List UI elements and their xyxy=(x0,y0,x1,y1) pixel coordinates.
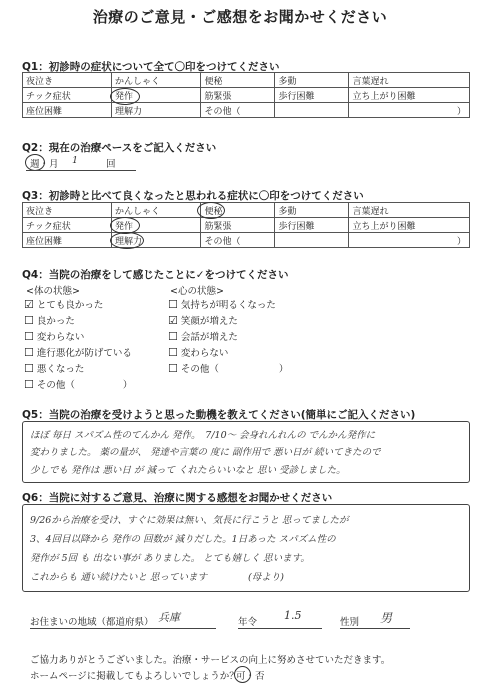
checkbox[interactable]: ☐ xyxy=(168,298,178,311)
checkbox[interactable]: ☐ xyxy=(168,346,178,359)
q3-cell[interactable]: その他（ xyxy=(201,233,275,248)
q1-cell[interactable]: かんしゃく xyxy=(112,73,201,88)
q6-answer-line: 3、4回目以降から 発作の 回数が 減りだした。1日あった スパズム性の xyxy=(30,534,336,545)
q4-mind-item[interactable]: ☐ 変わらない xyxy=(168,346,229,359)
q3-hand-circle xyxy=(110,232,144,249)
checkbox[interactable]: ☐ xyxy=(24,378,34,391)
q4-body-list xyxy=(24,297,132,393)
permission-question: ホームページに掲載してもよろしいでしょうか？ xyxy=(30,671,239,682)
q4-mind-item[interactable]: ☐ 会話が増えた xyxy=(168,330,238,343)
q1-cell[interactable]: 立ち上がり困難 xyxy=(349,88,470,103)
q3-cell[interactable]: 筋緊張 xyxy=(201,218,275,233)
q3-cell[interactable]: 座位困難 xyxy=(23,233,112,248)
gender-underline xyxy=(340,628,410,629)
q3-cell[interactable]: 立ち上がり困難 xyxy=(349,218,470,233)
q5-answer-line: 少しでも 発作は 悪い日 が 減って くれたらいいなと 思い 受診しました。 xyxy=(30,465,346,476)
q1-cell[interactable]: 便秘 xyxy=(201,73,275,88)
checkbox-checked[interactable]: ☑ xyxy=(24,298,34,311)
checkbox[interactable]: ☐ xyxy=(168,330,178,343)
q3-cell[interactable]: 発作 xyxy=(112,218,201,233)
q3-symptom-table xyxy=(22,202,470,248)
q4-mind-list xyxy=(168,297,288,377)
region-label: お住まいの地域（都道府県） xyxy=(30,617,154,628)
q2-pace-value: 1 xyxy=(72,155,79,166)
age-value: 1.5 xyxy=(284,609,302,622)
region-value: 兵庫 xyxy=(158,611,180,624)
checkbox[interactable]: ☐ xyxy=(168,362,178,375)
q3-cell[interactable]: 夜泣き xyxy=(23,203,112,218)
q3-cell[interactable]: 便秘 xyxy=(201,203,275,218)
q4-body-item[interactable]: ☐ 変わらない xyxy=(24,330,85,343)
q1-cell[interactable] xyxy=(275,103,349,118)
q3-cell[interactable]: 理解力 xyxy=(112,233,201,248)
q2-pace-suffix: 回 xyxy=(106,159,116,170)
gender-value: 男 xyxy=(380,611,393,625)
q6-answer-line: 発作が 5回 も 出ない事が ありました。 とても嬉しく 思います。 xyxy=(30,553,310,564)
q1-cell[interactable]: 発作 xyxy=(112,88,201,103)
q4-mind-item[interactable]: ☐ 気持ちが明るくなった xyxy=(168,298,276,311)
q1-cell[interactable]: 多動 xyxy=(275,73,349,88)
region-underline xyxy=(30,628,216,629)
q1-cell[interactable]: チック症状 xyxy=(23,88,112,103)
q3-cell[interactable]: チック症状 xyxy=(23,218,112,233)
checkbox-checked[interactable]: ☑ xyxy=(168,314,178,327)
q5-answer-line: 変わりました。 薬の量が、 発達や言葉の 度に 副作用で 悪い日が 続いてきたので xyxy=(30,447,381,458)
q5-heading: Q5：当院の治療を受けようと思った動機を教えてください(簡単にご記入ください) xyxy=(22,409,416,421)
q6-answer-line: 9/26から治療を受け、すぐに効果は無い、気長に行こうと 思ってましたが xyxy=(30,515,349,526)
q1-cell[interactable]: その他（ xyxy=(201,103,275,118)
age-label: 年令 xyxy=(238,617,258,628)
q4-body-item[interactable]: ☐ 良かった xyxy=(24,314,75,327)
age-underline xyxy=(238,628,322,629)
q4-heading: Q4：当院の治療をして感じたことに✓をつけてください xyxy=(22,269,289,281)
checkbox[interactable]: ☐ xyxy=(24,362,34,375)
q3-cell[interactable]: 歩行困難 xyxy=(275,218,349,233)
q1-cell[interactable]: ） xyxy=(349,103,470,118)
q1-cell[interactable]: 理解力 xyxy=(112,103,201,118)
gender-label: 性別 xyxy=(340,617,360,628)
q4-mind-header: <心の状態> xyxy=(170,286,224,297)
q1-heading: Q1：初診時の症状について全て〇印をつけてください xyxy=(22,61,280,73)
q1-cell[interactable]: 歩行困難 xyxy=(275,88,349,103)
q3-cell[interactable]: ） xyxy=(349,233,470,248)
permission-options[interactable]: 可・否 xyxy=(236,671,265,682)
q1-cell[interactable]: 筋緊張 xyxy=(201,88,275,103)
q2-heading: Q2：現在の治療ペースをご記入ください xyxy=(22,142,217,154)
q3-heading: Q3：初診時と比べて良くなったと思われる症状に〇印をつけてください xyxy=(22,190,364,202)
q4-body-item[interactable]: ☑ とても良かった xyxy=(24,298,104,311)
q2-underline xyxy=(26,170,136,171)
q1-hand-circle xyxy=(110,88,140,105)
q3-cell[interactable]: かんしゃく xyxy=(112,203,201,218)
checkbox[interactable]: ☐ xyxy=(24,330,34,343)
permission-circle xyxy=(234,666,251,683)
q4-body-item[interactable]: ☐ その他（ ） xyxy=(24,378,133,391)
checkbox[interactable]: ☐ xyxy=(24,346,34,359)
thanks-text: ご協力ありがとうございました。治療・サービスの向上に努めさせていただきます。 xyxy=(30,655,391,666)
survey-title: 治療のご意見・ご感想をお聞かせください xyxy=(92,8,388,26)
q1-cell[interactable]: 座位困難 xyxy=(23,103,112,118)
q4-body-header: <体の状態> xyxy=(26,286,80,297)
q1-cell[interactable]: 夜泣き xyxy=(23,73,112,88)
q2-pace-prefix: 週・月 xyxy=(30,159,59,170)
q2-hand-circle xyxy=(25,154,45,171)
checkbox[interactable]: ☐ xyxy=(24,314,34,327)
q4-body-item[interactable]: ☐ 悪くなった xyxy=(24,362,85,375)
q3-cell[interactable] xyxy=(275,233,349,248)
q6-answer-line: これからも 通い続けたいと 思っています xyxy=(30,572,208,583)
q4-mind-item[interactable]: ☐ その他（ ） xyxy=(168,362,289,375)
q1-symptom-table xyxy=(22,72,470,118)
q4-mind-item[interactable]: ☑ 笑顔が増えた xyxy=(168,314,238,327)
q6-heading: Q6：当院に対するご意見、治療に関する感想をお聞かせください xyxy=(22,492,333,504)
q1-cell[interactable]: 言葉遅れ xyxy=(349,73,470,88)
q5-answer-line: ほぼ 毎日 スパズム性のてんかん 発作。 7/10〜 会身れんれんの でんかん発作に xyxy=(30,430,376,441)
q4-body-item[interactable]: ☐ 進行悪化が防げている xyxy=(24,346,132,359)
q3-cell[interactable]: 言葉遅れ xyxy=(349,203,470,218)
q3-hand-circle xyxy=(197,202,225,219)
q6-signature: (母より) xyxy=(248,572,284,583)
q3-cell[interactable]: 多動 xyxy=(275,203,349,218)
